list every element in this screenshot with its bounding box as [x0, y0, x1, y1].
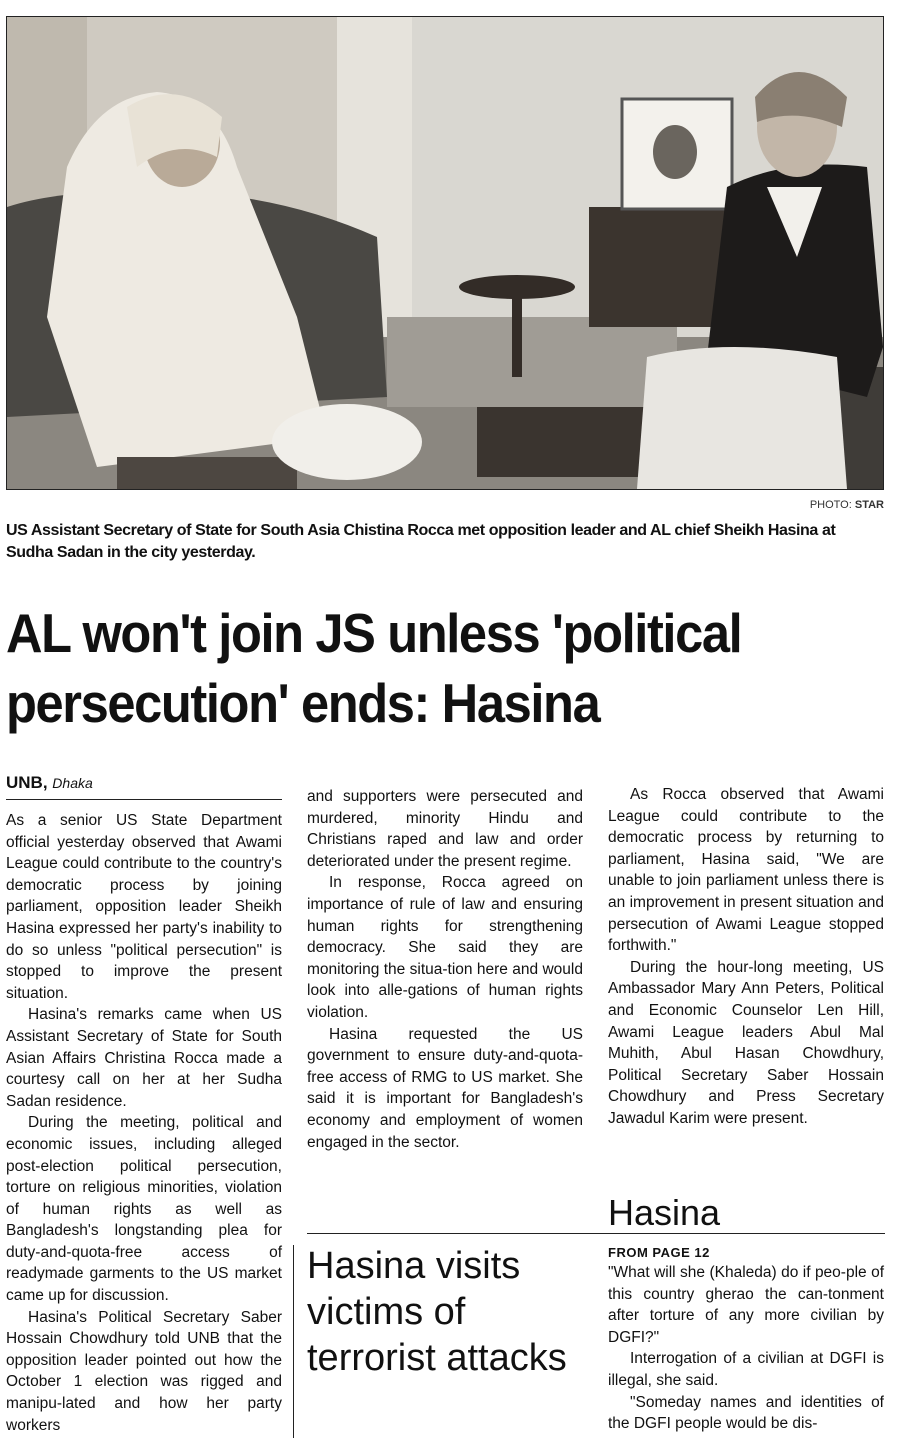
news-photo	[6, 16, 884, 490]
article-paragraph: Hasina requested the US government to ensure duty-and-quota-free access of RMG to US market. She said it is important for Bangladesh's economy and employment of women engaged in the sector.	[307, 1025, 583, 1151]
column-divider	[293, 1245, 294, 1438]
photo-credit	[810, 499, 884, 511]
article-paragraph: and supporters were persecuted and murdered, minority Hindu and Christians raped and law and order deteriorated under the present regime.	[307, 788, 583, 870]
related-story-headline: Hasina visits victims of terrorist attacks	[307, 1245, 567, 1379]
byline-rule	[6, 799, 282, 800]
article-paragraph: In response, Rocca agreed on importance of rule of law and ensuring human rights for strengthening democracy. She said they are monitoring the situa-tion here and would look into alle-gations of human rights violation.	[307, 874, 583, 1021]
photo-caption: US Assistant Secretary of State for South Asia Chistina Rocca met opposition leader and AL chief Sheikh Hasina at Sudha Sadan in the city yesterday.	[6, 522, 836, 561]
article-paragraph: During the hour-long meeting, US Ambassador Mary Ann Peters, Political and Economic Counselor Len Hill, Awami League leaders Abul Mal Muhith, Abul Hasan Chowdhury, Political Secretary Saber Hossain Chowdhury and Press Secretary Jawadul Karim were present.	[608, 958, 884, 1127]
main-headline: AL won't join JS unless 'political persecution' ends: Hasina	[6, 602, 742, 734]
article-paragraph: As a senior US State Department official yesterday observed that Awami League could contribute to the country's democratic process by joining parliament, opposition leader Sheikh Hasina expressed her party's inability to do so unless "political persecution" is stopped to improve the present situation.	[6, 812, 282, 1002]
article-column-2	[307, 786, 583, 1153]
article-paragraph: Hasina's remarks came when US Assistant Secretary of State for South Asian Affairs Christina Rocca made a courtesy call on her at her Sudha Sadan residence.	[6, 1006, 282, 1110]
photo-credit-source: STAR	[854, 499, 884, 511]
article-paragraph: During the meeting, political and economic issues, including alleged post-election political persecution, torture on religious minorities, violation of human rights as well as Bangladesh's longstanding plea for duty-and-quota-free access of readymade garments to the US market came up for discussion.	[6, 1114, 282, 1305]
article-paragraph: Interrogation of a civilian at DGFI is illegal, she said.	[608, 1350, 884, 1389]
article-paragraph: "What will she (Khaleda) do if peo-ple of this country gherao the can-tonment after torture of any more civilian by DGFI?"	[608, 1264, 884, 1346]
article-column-3	[608, 784, 884, 1130]
related-story-top-rule	[307, 1233, 885, 1234]
byline-place: Dhaka	[52, 775, 93, 791]
article-paragraph: Hasina's Political Secretary Saber Hossain Chowdhury told UNB that the opposition leader pointed out how the October 1 election was rigged and manipu-lated and how her party workers	[6, 1308, 282, 1434]
article-column-1	[6, 810, 282, 1436]
photo-illustration	[7, 17, 883, 489]
jump-from-page-label: FROM PAGE 12	[608, 1245, 710, 1260]
jump-story-headline: Hasina	[608, 1192, 721, 1233]
jump-story-column	[608, 1262, 884, 1435]
photo-credit-label: PHOTO:	[809, 499, 852, 511]
byline-agency: UNB,	[6, 773, 48, 792]
byline	[6, 773, 93, 793]
article-paragraph: "Someday names and identities of the DGFI people would be dis-	[608, 1393, 884, 1433]
article-paragraph: As Rocca observed that Awami League could contribute to the democratic process by returning to parliament, Hasina said, "We are unable to join parliament unless there is an improvement in present situation and persecution of Awami League stopped forthwith."	[608, 786, 884, 955]
